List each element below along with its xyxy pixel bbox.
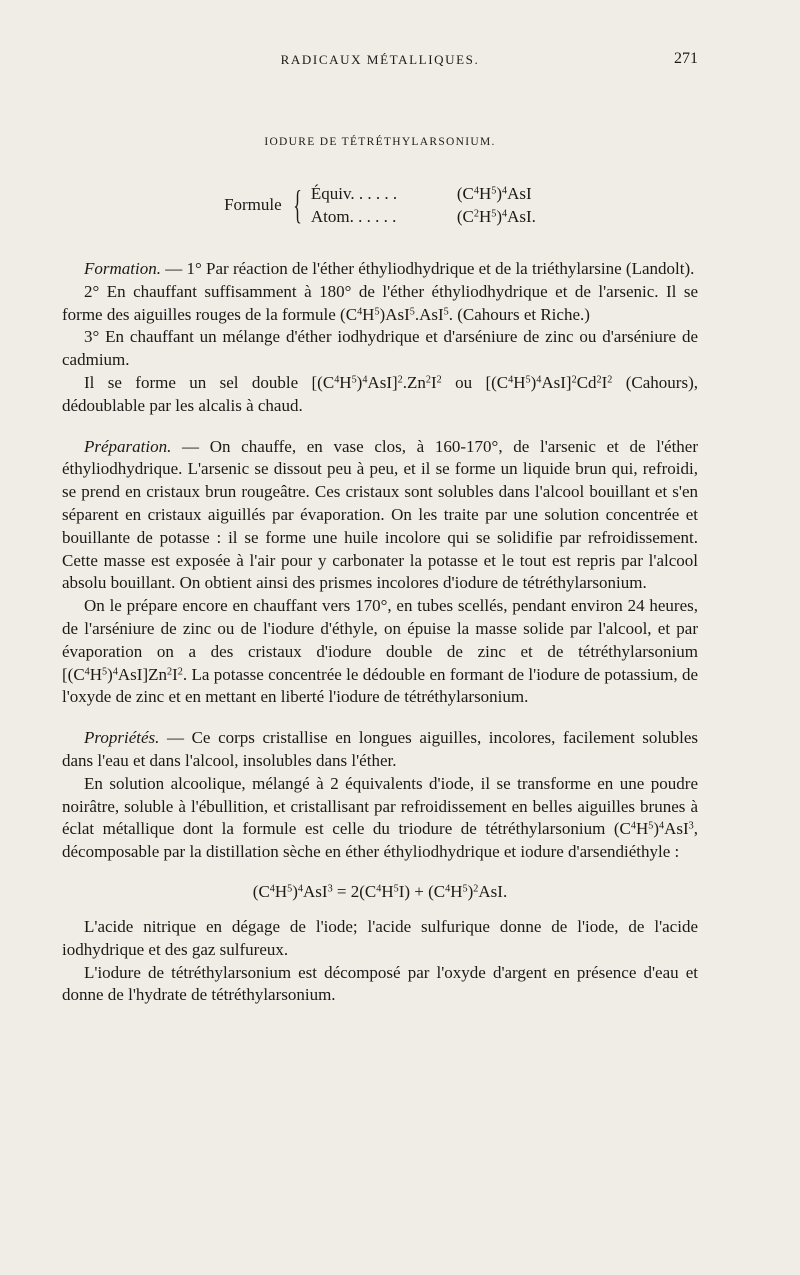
page (62, 52, 698, 1007)
formation-paragraph-4: Il se forme un sel double $[(C^4H^5)^4AsI]^2.Zn^2I^2$ ou $[(C^4H^5)^4AsI]^2Cd^2I^2$ (Cahours), dédoublable par les alcalis à chaud. (62, 372, 698, 415)
formation-lead: Formation. (84, 259, 161, 278)
preparation-lead: Préparation. (84, 436, 172, 456)
proprietes-paragraph-4: L'iodure de tétréthylarsonium est décomposé par l'oxyde d'argent en présence d'eau et donne de l'hydrate de tétréthylarsonium. (62, 962, 698, 1005)
preparation-paragraph-1: Préparation. — On chauffe, en vase clos, à 160-170°, de l'arsenic et de l'éther éthyliodhydrique. L'arsenic se dissout peu à peu, et il se forme un liquide brun qui, refroidi, se prend en cristaux brun rougeâtre. Ces cristaux sont solubles dans l'alcool bouillant et s'en séparent en cristaux aiguillés par évaporation. On les traite par une solution concentrée et bouillante de potasse : il se forme une huile incolore qui se solidifie par refroidissement. Cette masse est exposée à l'air pour y carbonater la potasse et le tout est repris par l'alcool absolu bouillant. On obtient ainsi des prismes incolores d'iodure de tétréthylarsonium. (62, 436, 699, 593)
proprietes-paragraph-3: L'acide nitrique en dégage de l'iode; l'acide sulfurique donne de l'iode, de l'acide iodhydrique et des gaz sulfureux. (62, 916, 698, 959)
preparation-paragraph-2: On le prépare encore en chauffant vers 170°, en tubes scellés, pendant environ 24 heures, de l'arséniure de zinc ou de l'iodure d'éthyle, on épuise la masse solide par l'alcool, et par évaporation on a des cristaux d'iodure double de zinc et de tétréthylarsonium $[(C^4H^5)^4AsI]Zn^2I^2$. La potasse concentrée le dédouble en formant de l'iodure de potassium, de l'oxyde de zinc et en mettant en liberté l'iodure de tétréthylarsonium. (62, 596, 698, 707)
formula-row-atom (311, 205, 536, 228)
formula-key: Atom. . . . . . (310, 207, 397, 226)
formula-value: $(C^2H^5)^4AsI$. (456, 207, 536, 226)
page-number: 271 (674, 50, 698, 67)
running-head (62, 52, 698, 78)
running-title: RADICAUX MÉTALLIQUES. (280, 52, 480, 67)
formation-paragraph-2: 2° En chauffant suffisamment à 180° de l'éther éthyliodhydrique et de l'arsenic. Il se forme des aiguilles rouges de la formule $(C^4H^5)AsI^5.AsI^5$. (Cahours et Riche.) (62, 281, 698, 324)
proprietes-paragraph-1: Propriétés. — Ce corps cristallise en longues aiguilles, incolores, facilement solubles dans l'eau et dans l'alcool, insolubles dans l'éther. (62, 728, 699, 770)
equation: $(C^4H^5)^4AsI^3 = 2(C^4H^5I) + (C^4H^5)^2AsI$. (252, 881, 508, 901)
formation-paragraph-1: Formation. — 1° Par réaction de l'éther éthyliodhydrique et de la triéthylarsine (Landolt). (84, 259, 695, 278)
formula-label: Formule (224, 195, 282, 214)
formula-key: Équiv. . . . . . (310, 184, 398, 203)
brace-glyph: { (292, 182, 302, 227)
section-title: IODURE DE TÉTRÉTHYLARSONIUM. (264, 136, 496, 148)
formula-value: $(C^4H^5)^4AsI$ (456, 184, 532, 203)
formula-block (62, 182, 698, 228)
formula-row-equiv (311, 182, 536, 205)
proprietes-lead: Propriétés. (84, 728, 160, 748)
formation-paragraph-3: 3° En chauffant un mélange d'éther iodhydrique et d'arséniure de zinc ou d'arséniure de cadmium. (62, 327, 698, 370)
proprietes-paragraph-2: En solution alcoolique, mélangé à 2 équivalents d'iode, il se transforme en une poudre noirâtre, soluble à l'ébullition, et cristallisant par refroidissement en belles aiguilles brunes à éclat métallique dont la formule est celle du triodure de tétréthylarsonium $(C^4H^5)^4AsI^3$, décomposable par la distillation sèche en éther éthyliodhydrique et iodure d'arsendiéthyle : (62, 773, 698, 862)
